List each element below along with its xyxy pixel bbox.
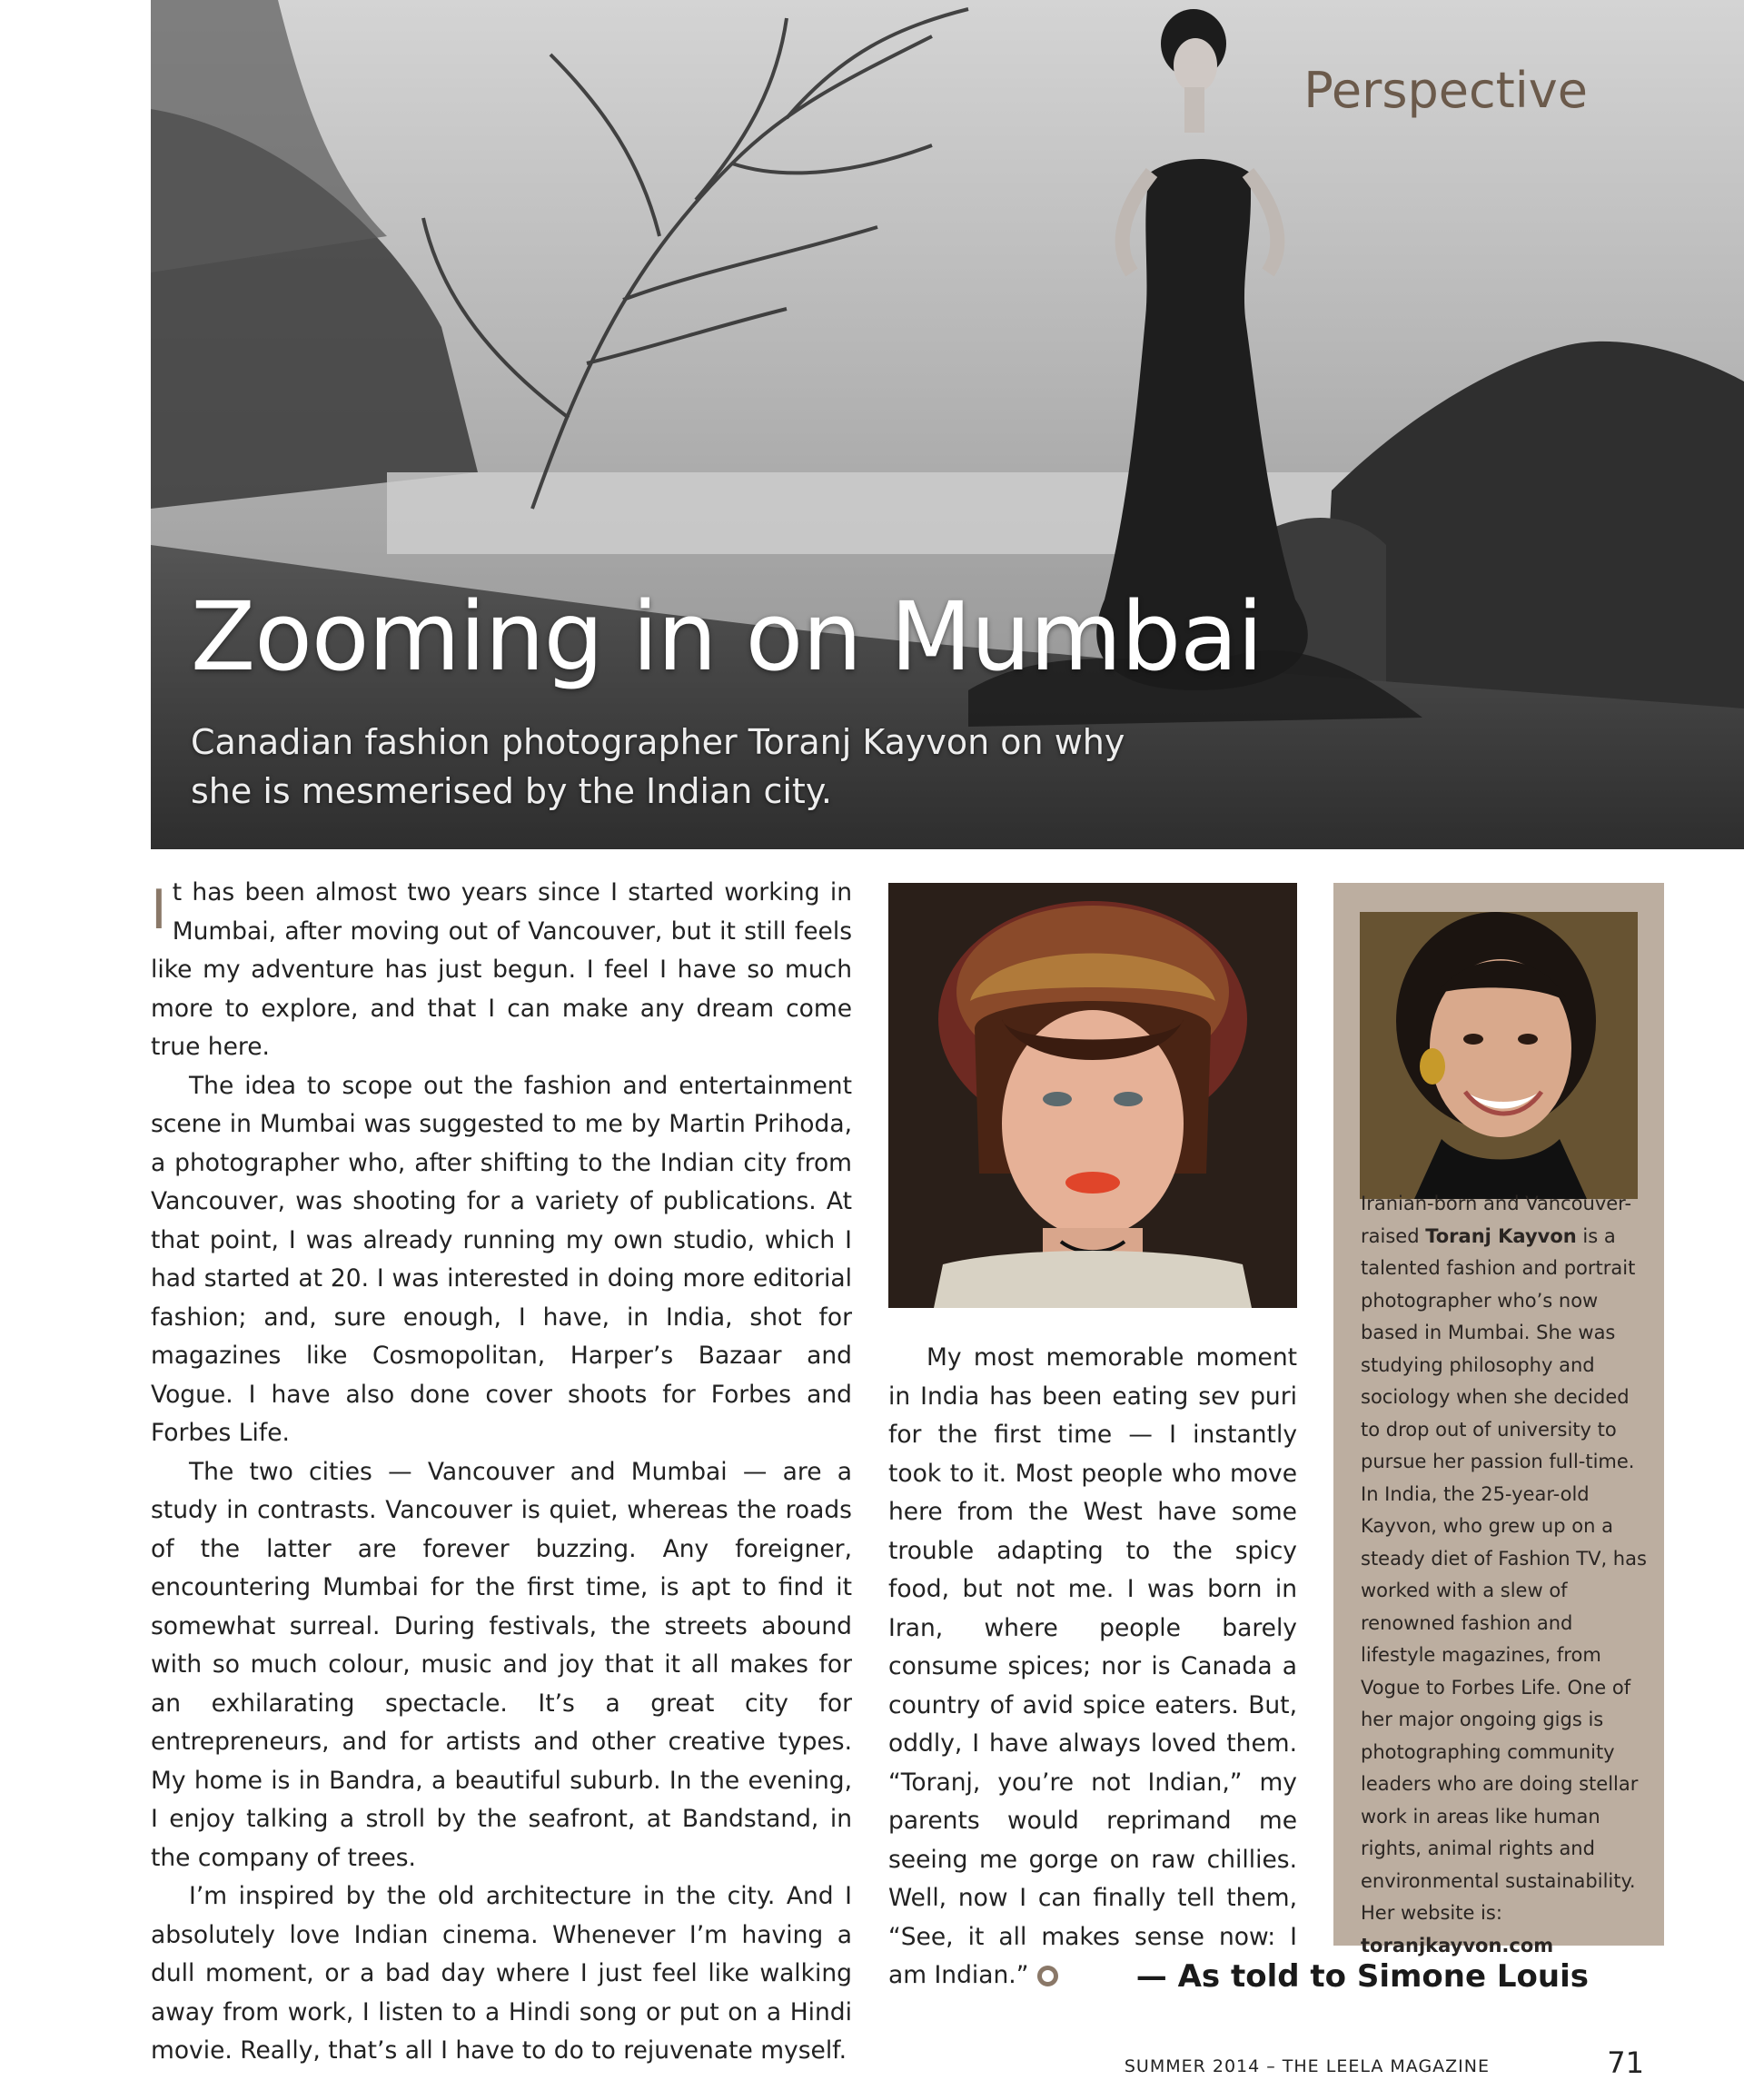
end-of-article-icon: [1037, 1966, 1058, 1986]
headline: Zooming in on Mumbai: [191, 581, 1263, 692]
section-label: Perspective: [1303, 62, 1588, 119]
drop-cap: I: [151, 878, 167, 942]
article-paragraph-1: It has been almost two years since I started working in Mumbai, after moving out of Vancouver, but it still feels like my adventure has just begun. I feel I have so much more to explore, and that I can make any dream come true here.: [151, 878, 852, 1061]
author-name: Toranj Kayvon: [1425, 1224, 1577, 1247]
footer-folio: SUMMER 2014 – THE LEELA MAGAZINE: [1124, 2056, 1490, 2076]
article-column-2: [888, 1339, 1297, 1996]
author-bio-sidebar: [1333, 883, 1664, 1956]
article-paragraph-4: I’m inspired by the old architecture in the city. And I absolutely love Indian cinema. Whenever I’m having a dull moment, or a bad day where I just feel like walking away from work, I listen to a Hindi song or put on a Hindi movie. Really, that’s all I have to do to rejuvenate myself.: [151, 1882, 852, 2065]
hero-photo: [151, 0, 1744, 849]
page-number: 71: [1607, 2046, 1644, 2080]
byline: — As told to Simone Louis: [1135, 1958, 1589, 1995]
fashion-portrait-photo: [888, 883, 1297, 1308]
author-headshot-photo: [1360, 912, 1638, 1199]
author-headshot-illustration: [1360, 912, 1638, 1199]
article-column-1: [151, 874, 852, 2071]
article-paragraph-5: My most memorable moment in India has been eating sev puri for the first time — I instantly took to it. Most people who move here from the West have some trouble adapting to the spicy food, but not me. I was born in Iran, where people barely consume spices; nor is Canada a country of avid spice eaters. But, oddly, I have always loved them. “Toranj, you’re not Indian,” my parents would reprimand me seeing me gorge on raw chillies. Well, now I can finally tell them, “See, it all makes sense now: I am Indian.”: [888, 1343, 1297, 1989]
author-website: toranjkayvon.com: [1361, 1934, 1554, 1956]
article-paragraph-2: The idea to scope out the fashion and entertainment scene in Mumbai was suggested to me by Martin Prihoda, a photographer who, after shifting to the Indian city from Vancouver, was shooting for a variety of publications. At that point, I was already running my own studio, which I had started at 20. I was interested in doing more editorial fashion; and, sure enough, I have, in India, shot for magazines like Cosmopolitan, Harper’s Bazaar and Vogue. I have also done cover shoots for Forbes and Forbes Life.: [151, 1071, 852, 1447]
deck: Canadian fashion photographer Toranj Kayvon on why she is mesmerised by the Indian city.: [191, 722, 1125, 811]
fashion-portrait-illustration: [888, 883, 1297, 1308]
author-bio-text: Iranian-born and Vancouver-raised Toranj Kayvon is a talented fashion and portrait photographer who’s now based in Mumbai. She was studying philosophy and sociology when she decided to drop out of university to pursue her passion full-time. In India, the 25-year-old Kayvon, who grew up on a steady diet of Fashion TV, has worked with a slew of renowned fashion and lifestyle magazines, from Vogue to Forbes Life. One of her major ongoing gigs is photographing community leaders who are doing stellar work in areas like human rights, animal rights and environmental sustainability. Her website is: toranjkayvon.com: [1361, 1193, 1647, 1956]
article-paragraph-3: The two cities — Vancouver and Mumbai — are a study in contrasts. Vancouver is quiet, whereas the roads of the latter are forever buzzing. Any foreigner, encountering Mumbai for the first time, is apt to find it somewhat surreal. During festivals, the streets abound with so much colour, music and joy that it all makes for an exhilarating spectacle. It’s a great city for entrepreneurs, and for artists and other creative types. My home is in Bandra, a beautiful suburb. In the evening, I enjoy talking a stroll by the seafront, at Bandstand, in the company of trees.: [151, 1457, 852, 1872]
